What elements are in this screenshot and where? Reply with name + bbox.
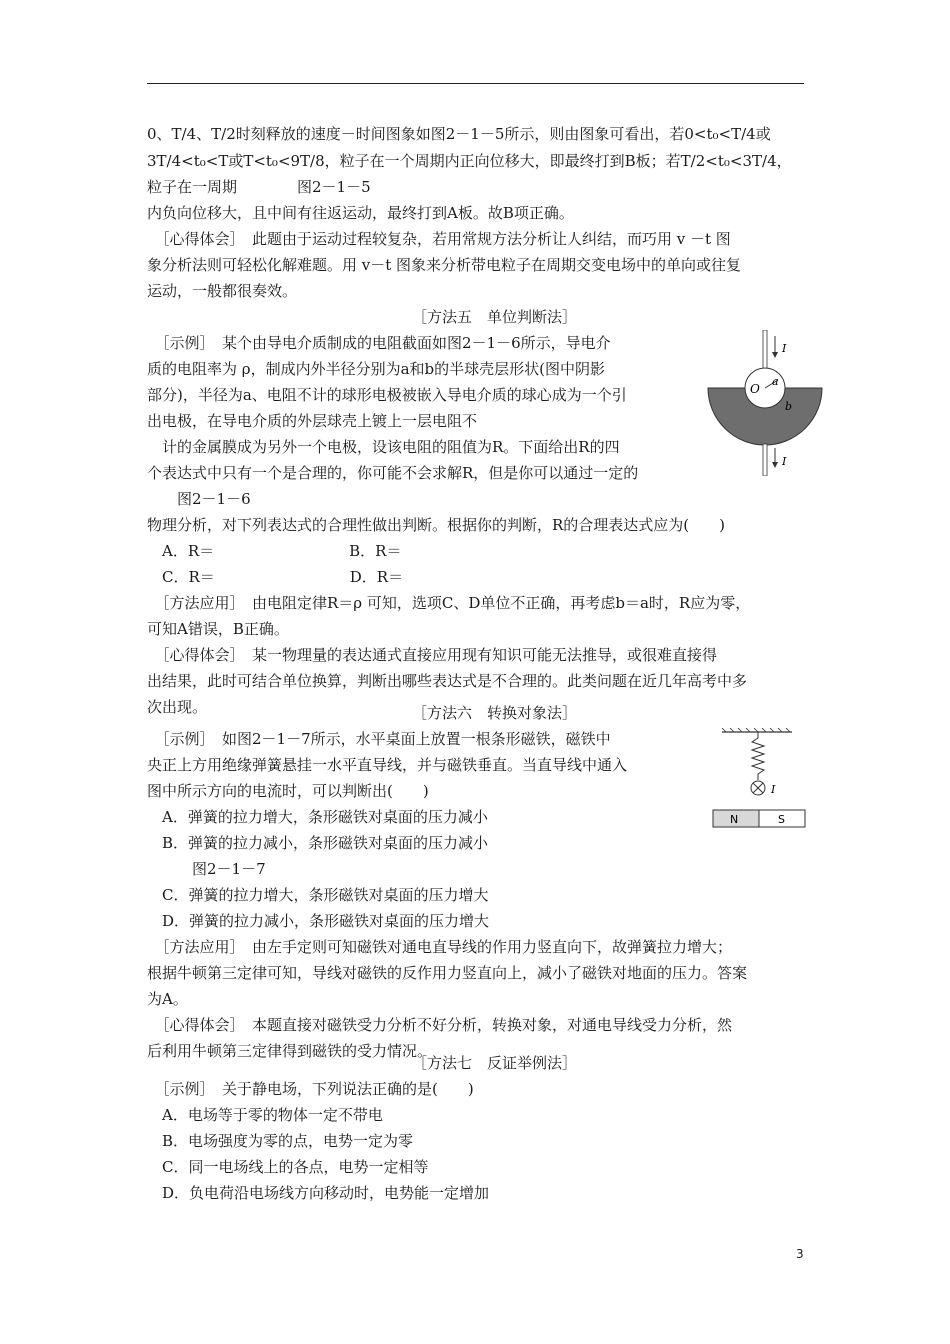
option-line: B．电场强度为零的点，电势一定为零 <box>147 1132 414 1150</box>
text-line: ［方法应用］ 由左手定则可知磁铁对通电直导线的作用力竖直向下，故弹簧拉力增大； <box>147 938 733 956</box>
text-line: 图中所示方向的电流时，可以判断出( ) <box>147 782 429 800</box>
spring-magnet-figure <box>710 728 810 832</box>
label-b: b <box>785 400 793 413</box>
option-line: C．R＝ D．R＝ <box>147 568 404 586</box>
text-line: 次出现。 <box>147 698 208 716</box>
text-line: ［示例］ 某个由导电介质制成的电阻截面如图2－1－6所示，导电介 <box>147 334 611 352</box>
text-line: 央正上方用绝缘弹簧悬挂一水平直导线，并与磁铁垂直。当直导线中通入 <box>147 756 628 774</box>
label-a: a <box>772 375 779 388</box>
text-line: 内负向位移大，且中间有往返运动，最终打到A板。故B项正确。 <box>147 204 574 222</box>
figure-caption: 图2－1－6 <box>147 490 251 508</box>
text-line: ［心得体会］ 本题直接对磁铁受力分析不好分析，转换对象，对通电导线受力分析，然 <box>147 1016 733 1034</box>
text-line: ［示例］ 如图2－1－7所示，水平桌面上放置一根条形磁铁，磁铁中 <box>147 730 611 748</box>
text-line: 个表达式中只有一个是合理的，你可能不会求解R，但是你可以通过一定的 <box>147 464 639 482</box>
text-line: 象分析法则可轻松化解难题。用 v－t 图象来分析带电粒子在周期交变电场中的单向或往复 <box>147 256 742 274</box>
page-number: 3 <box>796 1247 804 1261</box>
figure-caption: 图2－1－7 <box>147 860 266 878</box>
text-line: ［心得体会］ 某一物理量的表达通式直接应用现有知识可能无法推导，或很难直接得 <box>147 646 718 664</box>
text-line: ［示例］ 关于静电场，下列说法正确的是( ) <box>147 1080 474 1098</box>
option-line: A．弹簧的拉力增大，条形磁铁对桌面的压力减小 <box>147 808 488 826</box>
magnet-north-label: N <box>730 813 739 826</box>
option-line: B．弹簧的拉力减小，条形磁铁对桌面的压力减小 <box>147 834 489 852</box>
hemisphere-resistor-figure <box>706 330 824 476</box>
method-heading: ［方法七 反证举例法］ <box>412 1054 578 1072</box>
method-heading: ［方法五 单位判断法］ <box>412 308 578 326</box>
option-line: A．R＝ B．R＝ <box>147 542 402 560</box>
option-line: A．电场等于零的物体一定不带电 <box>147 1106 383 1124</box>
text-line: 粒子在一周期 图2－1－5 <box>147 178 371 196</box>
text-line: 0、T/4、T/2时刻释放的速度－时间图象如图2－1－5所示，则由图象可看出，若0<t₀<T/4或 <box>147 125 771 143</box>
text-line: 后利用牛顿第三定律得到磁铁的受力情况。 <box>147 1042 433 1060</box>
option-line: C．同一电场线上的各点，电势一定相等 <box>147 1158 429 1176</box>
text-line: ［方法应用］ 由电阻定律R＝ρ 可知，选项C、D单位不正确，再考虑b＝a时，R应为零， <box>147 594 751 612</box>
label-current-bottom: I <box>782 455 787 468</box>
text-line: 可知A错误，B正确。 <box>147 620 289 638</box>
text-line: 计的金属膜成为另外一个电极，设该电阻的阻值为R。下面给出R的四 <box>147 438 620 456</box>
option-line: C．弹簧的拉力增大，条形磁铁对桌面的压力增大 <box>147 886 489 904</box>
label-current-top: I <box>782 342 787 355</box>
label-o: O <box>750 382 760 396</box>
text-line: 出结果，此时可结合单位换算，判断出哪些表达式是不合理的。此类问题在近几年高考中多 <box>147 672 748 690</box>
option-line: D．负电荷沿电场线方向移动时，电势能一定增加 <box>147 1184 490 1202</box>
text-line: 为A。 <box>147 990 188 1008</box>
text-line: 运动，一般都很奏效。 <box>147 282 298 300</box>
magnet-south-label: S <box>778 813 785 826</box>
option-line: D．弹簧的拉力减小，条形磁铁对桌面的压力增大 <box>147 912 490 930</box>
method-heading: ［方法六 转换对象法］ <box>412 704 578 722</box>
text-line: 质的电阻率为 ρ，制成内外半径分别为a和b的半球壳层形状(图中阴影 <box>147 360 605 378</box>
text-line: 3T/4<t₀<T或T<t₀<9T/8，粒子在一个周期内正向位移大，即最终打到B板；若T/2<t₀<3T/4， <box>147 152 792 170</box>
label-current: I <box>771 783 776 796</box>
header-rule <box>147 83 804 84</box>
text-line: 物理分析，对下列表达式的合理性做出判断。根据你的判断，R的合理表达式应为( ) <box>147 516 726 534</box>
text-line: 出电极，在导电介质的外层球壳上镀上一层电阻不 <box>147 412 478 430</box>
text-line: 部分)，半径为a、电阻不计的球形电极被嵌入导电介质的球心成为一个引 <box>147 386 627 404</box>
text-line: 根据牛顿第三定律可知，导线对磁铁的反作用力竖直向上，减小了磁铁对地面的压力。答案 <box>147 964 748 982</box>
text-line: ［心得体会］ 此题由于运动过程较复杂，若用常规方法分析让人纠结，而巧用 v －t 图 <box>147 230 731 248</box>
